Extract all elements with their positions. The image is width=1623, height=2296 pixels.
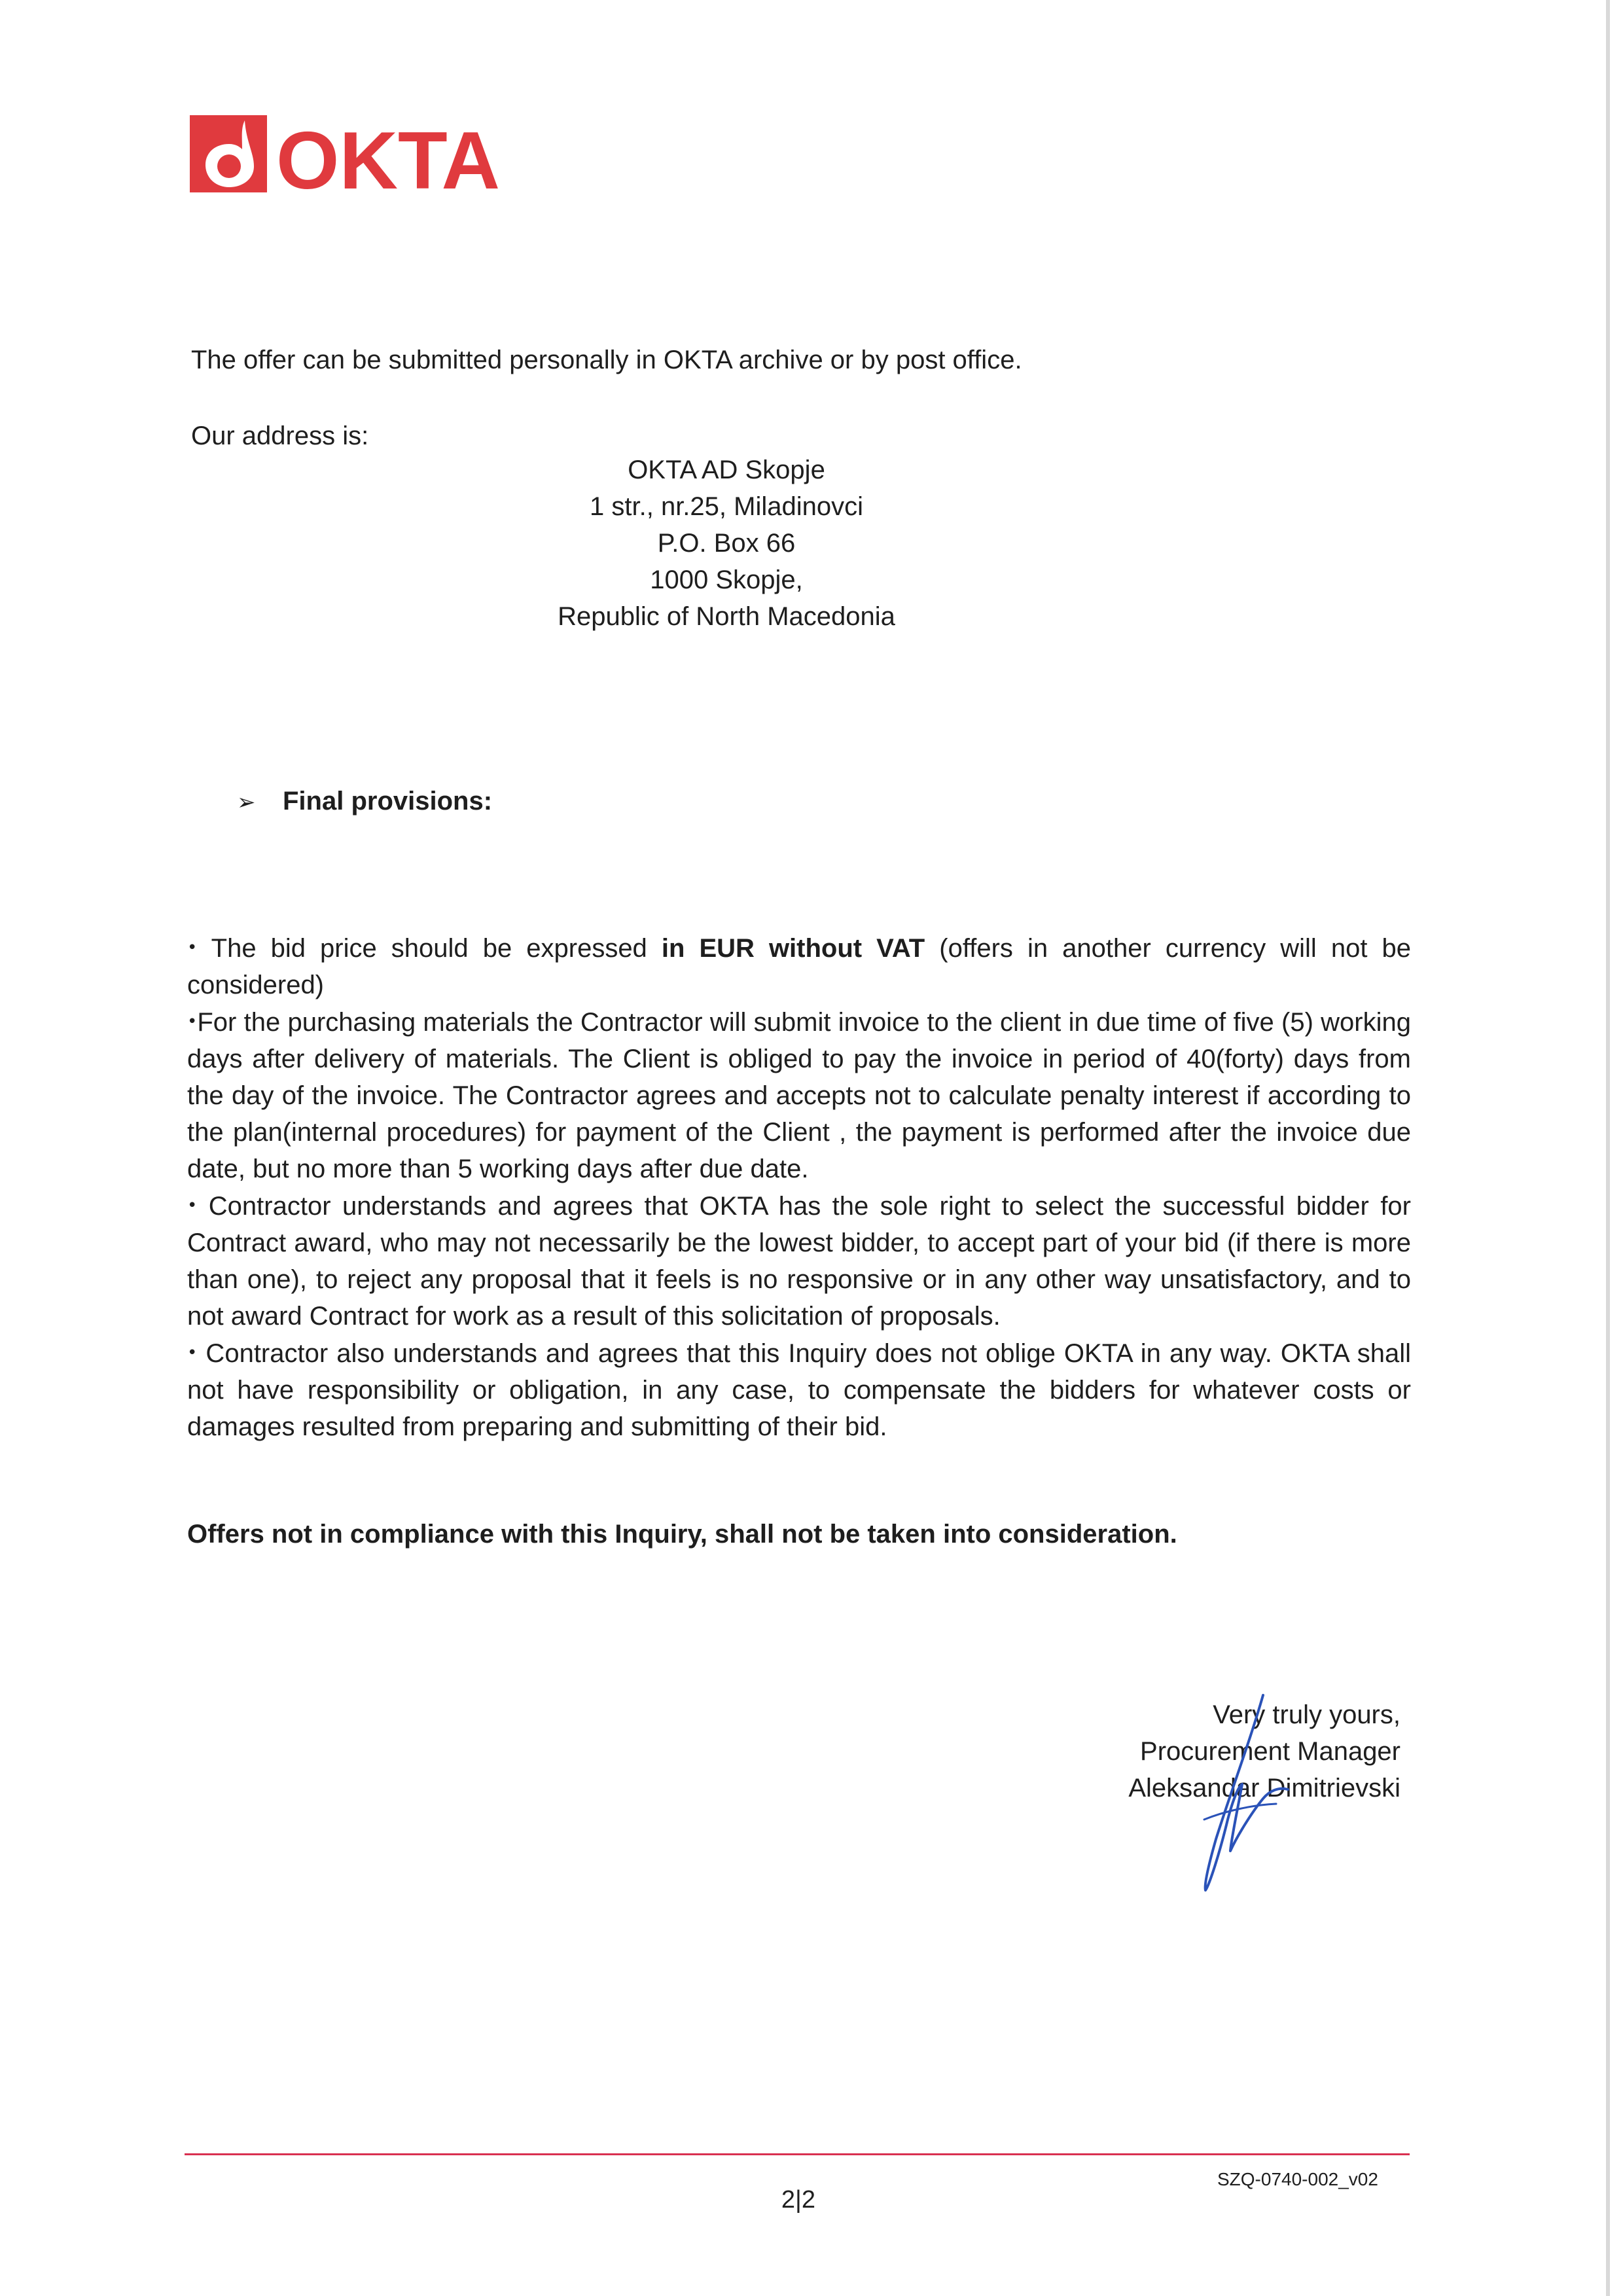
section-title: Final provisions: [283,787,493,816]
salutation: Very truly yours, [1213,1700,1400,1729]
currency-emphasis: in EUR without VAT [661,934,925,963]
scan-edge [1606,0,1610,2296]
okta-drop-logo-icon [190,111,530,196]
handwritten-signature-icon [1165,1689,1296,1905]
bullet-icon: • [187,1343,198,1363]
page-number: 2|2 [781,2186,816,2214]
footer-rule [185,2153,1410,2155]
arrowhead-bullet-icon: ➢ [237,789,256,816]
intro-text: The offer can be submitted personally in OKTA archive or by post office. [191,346,1022,374]
provision-paragraph: • Contractor also understands and agrees that this Inquiry does not oblige OKTA in any way. OKTA shall not have responsibility or obligation, in any case, to compensate the bidders for whatever costs or damages resulted from preparing and submitting of their bid. [187,1339,1411,1441]
postal-address [458,452,995,635]
signatory-position: Procurement Manager [1140,1737,1400,1766]
svg-text:OKTA: OKTA [276,116,501,196]
provision-paragraph: • Contractor understands and agrees that OKTA has the sole right to select the successful bidder for Contract award, who may not necessarily be the lowest bidder, to accept part of your bid (if there is more than one), to reject any proposal that it feels is no responsive or in any other way unsatisfactory, and to not award Contract for work as a result of this solicitation of proposals. [187,1192,1411,1331]
address-line: 1000 Skopje, [650,565,803,594]
address-line: P.O. Box 66 [657,529,796,558]
bullet-icon: • [187,1196,198,1215]
provisions-body [187,929,1411,1445]
address-label: Our address is: [191,422,369,450]
compliance-notice: Offers not in compliance with this Inquiry, shall not be taken into consideration. [187,1520,1177,1549]
document-code: SZQ-0740-002_v02 [1217,2169,1378,2189]
provision-paragraph: •For the purchasing materials the Contractor will submit invoice to the client in due time of five (5) working days after delivery of materials. The Client is obliged to pay the invoice in period of 40(forty) days from the day of the invoice. The Contractor agrees and accepts not to calculate penalty interest if according to the plan(internal procedures) for payment of the Client , the payment is performed after the invoice due date, but no more than 5 working days after due date. [187,1008,1411,1183]
section-heading [237,783,492,821]
bullet-icon: • [187,938,198,958]
address-line: 1 str., nr.25, Miladinovci [590,492,863,521]
okta-logo [190,111,530,196]
address-line: Republic of North Macedonia [558,602,895,631]
address-line: OKTA AD Skopje [628,456,825,484]
provision-paragraph: • The bid price should be expressed in EUR without VAT (offers in another currency will not be considered) [187,934,1412,999]
bullet-icon: • [187,1012,198,1031]
signatory-name: Aleksandar Dimitrievski [1128,1774,1400,1803]
